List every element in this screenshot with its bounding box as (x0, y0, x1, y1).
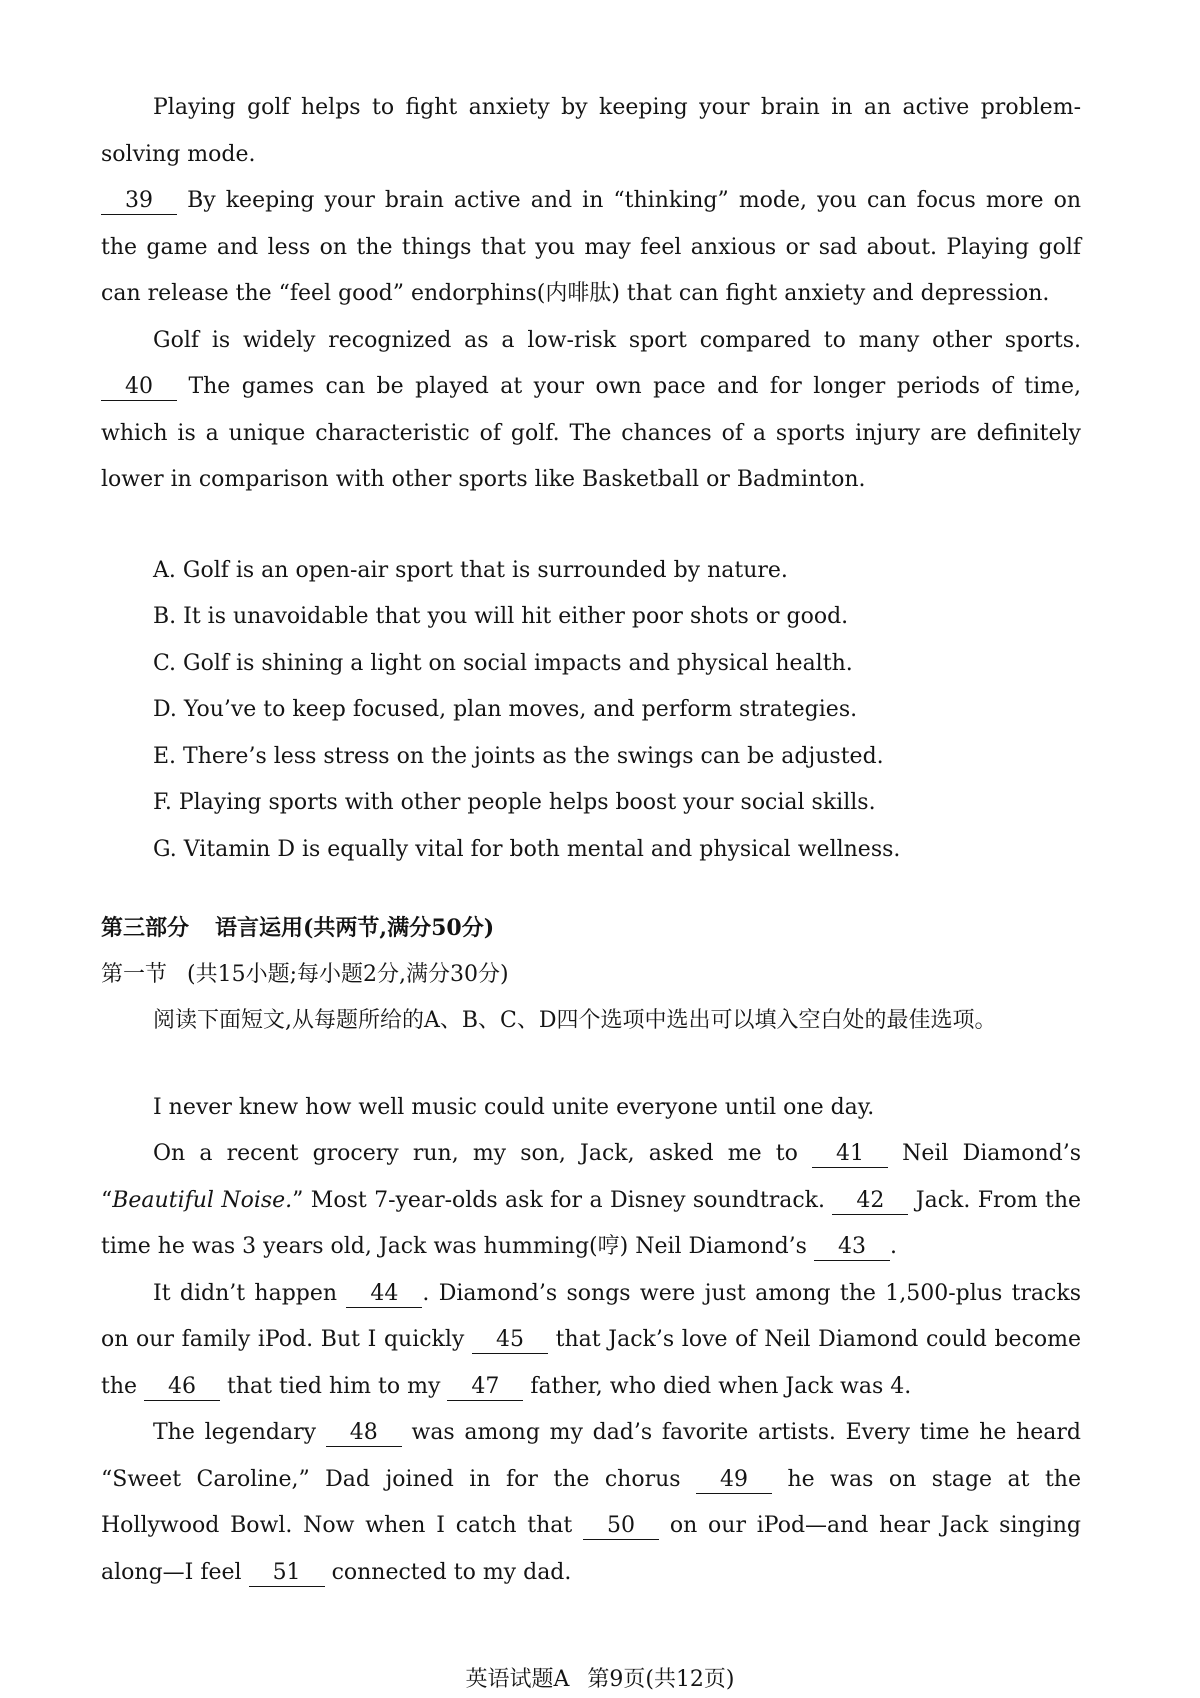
passage-text: that Jack’s love of Neil Diamond could become the (101, 1327, 1082, 1399)
answer-blank-42: 42 (832, 1188, 908, 1215)
answer-blank-50: 50 (583, 1513, 659, 1540)
passage-text: On a recent grocery run, my son, Jack, asked me to (153, 1141, 798, 1166)
answer-blank-47: 47 (447, 1374, 523, 1401)
passage1-paragraph-1 (101, 85, 1081, 318)
page-footer (0, 1662, 1200, 1693)
passage-text: Neil Diamond’s “ (101, 1141, 1082, 1213)
passage-text: . Diamond’s songs were just among the 1,500-plus tracks on our family iPod. But I quickly (101, 1280, 1081, 1352)
passage2-paragraph-4 (101, 1410, 1081, 1596)
option-a: A. Golf is an open-air sport that is surrounded by nature. (153, 557, 788, 583)
section-number: 第三部分 (101, 915, 190, 941)
answer-blank-43: 43 (814, 1234, 890, 1261)
passage-text: It didn’t happen (153, 1280, 338, 1306)
option-g: G. Vitamin D is equally vital for both mental and physical wellness. (153, 836, 901, 862)
exam-subject: 英语试题A (465, 1667, 570, 1692)
section-heading (101, 905, 1081, 952)
answer-blank-39: 39 (101, 188, 177, 215)
option-d: D. You’ve to keep focused, plan moves, and perform strategies. (153, 697, 858, 722)
answer-blank-45: 45 (472, 1327, 548, 1354)
passage2-paragraph-2 (101, 1131, 1081, 1271)
option-b: B. It is unavoidable that you will hit either poor shots or good. (153, 604, 849, 629)
answer-blank-44: 44 (346, 1281, 422, 1308)
passage-text: Playing golf helps to fight anxiety by keeping your brain in an active problem-solving mode. (101, 95, 1081, 167)
page-number: 第9页(共12页) (587, 1667, 735, 1692)
passage-text: The legendary (153, 1420, 317, 1445)
passage2-paragraph-1: I never knew how well music could unite everyone until one day. (153, 1094, 875, 1120)
passage-text: . (889, 1234, 897, 1259)
answer-blank-48: 48 (326, 1420, 402, 1447)
answer-blank-41: 41 (812, 1141, 888, 1168)
passage-text: he was on stage at the Hollywood Bowl. Now when I catch that (101, 1466, 1081, 1538)
subsection-info: (共15小题;每小题2分,满分30分) (187, 961, 509, 987)
passage2-paragraph-3 (101, 1271, 1081, 1411)
passage1-paragraph-2 (101, 318, 1081, 504)
answer-blank-46: 46 (144, 1374, 220, 1401)
passage-text: Jack. From the time he was 3 years old, Jack was humming(哼) Neil Diamond’s (101, 1187, 1082, 1259)
passage-text: connected to my dad. (331, 1559, 572, 1585)
passage-text: Golf is widely recognized as a low-risk sport compared to many other sports. (153, 327, 1081, 353)
option-e: E. There’s less stress on the joints as the swings can be adjusted. (153, 743, 884, 769)
section-name: 语言运用(共两节,满分50分) (215, 915, 495, 941)
answer-blank-49: 49 (696, 1467, 772, 1494)
option-f: F. Playing sports with other people helps boost your social skills. (153, 790, 876, 815)
subsection-heading (101, 952, 1081, 999)
answer-blank-51: 51 (249, 1560, 325, 1587)
page-content (101, 85, 1081, 1596)
passage-text: ” Most 7-year-olds ask for a Disney soundtrack. (292, 1187, 825, 1213)
passage-text: The games can be played at your own pace and for longer periods of time, which is a unique characteristic of golf. The chances of a sports injury are definitely lower in comparison with other sports like Basketball or Badminton. (101, 374, 1082, 492)
option-c: C. Golf is shining a light on social impacts and physical health. (153, 650, 853, 676)
passage-text: on our iPod—and hear Jack singing along—I feel (101, 1513, 1082, 1585)
song-title: Beautiful Noise. (112, 1187, 293, 1213)
passage-text: father, who died when Jack was 4. (530, 1373, 912, 1399)
answer-blank-40: 40 (101, 374, 177, 401)
passage-text: was among my dad’s favorite artists. Every time he heard “Sweet Caroline,” Dad joined in for the chorus (101, 1420, 1081, 1492)
answer-options-list (101, 548, 1081, 874)
passage-text: By keeping your brain active and in “thinking” mode, you can focus more on the game and less on the things that you may feel anxious or sad about. Playing golf can release the “feel good” endorphins(内啡肽) that can fight anxiety and depression. (101, 188, 1081, 306)
instruction-text: 阅读下面短文,从每题所给的A、B、C、D四个选项中选出可以填入空白处的最佳选项。 (153, 1008, 997, 1033)
passage-text: that tied him to my (227, 1373, 441, 1399)
subsection-number: 第一节 (101, 961, 168, 987)
